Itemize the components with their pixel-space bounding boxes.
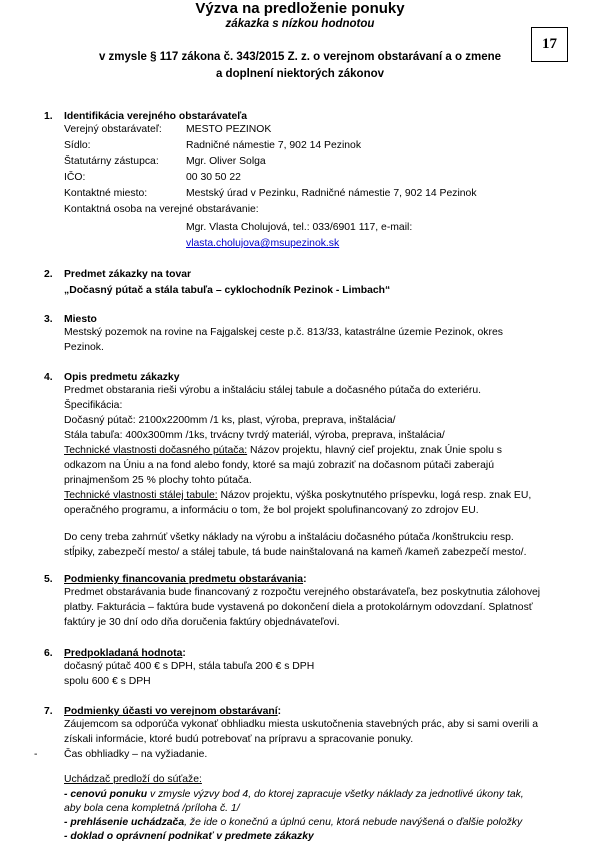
section-4-number: 4. (44, 372, 53, 383)
page-number-box: 17 (531, 27, 568, 62)
law-reference-line1: v zmysle § 117 zákona č. 343/2015 Z. z. o verejnom obstarávaní a o zmene (98, 51, 502, 63)
inspection-time: Čas obhliadky – na vyžiadanie. (64, 749, 208, 760)
section-6-title: Predpokladaná hodnota: (64, 648, 186, 659)
contact-person-label: Kontaktná osoba na verejné obstarávanie: (64, 204, 259, 215)
participation-line: získali informácie, ktoré budú potrebovať na prípravu a spracovanie ponuky. (64, 734, 414, 745)
tech-props-board-line1: Technické vlastnosti stálej tabule: Názov projektu, výška poskytnutého príspevku, logá resp. znak EU, (64, 490, 532, 501)
spec-temporary-sign: Dočasný pútač: 2100x2200mm /1 ks, plast, výroba, preprava, inštalácia/ (64, 415, 396, 426)
contact-person-value: Mgr. Vlasta Cholujová, tel.: 033/6901 117, e-mail: (186, 222, 413, 233)
estimated-value-line: dočasný pútač 400 € s DPH, stála tabuľa 200 € s DPH (64, 661, 315, 672)
estimated-value-total: spolu 600 € s DPH (64, 676, 151, 687)
section-1-number: 1. (44, 111, 53, 122)
bid-item-business-license: - doklad o oprávnení podnikať v predmete zákazky (64, 831, 314, 842)
section-5-number: 5. (44, 574, 53, 585)
bid-item-price-offer-cont: aby bola cena kompletná /príloha č. 1/ (64, 803, 240, 814)
financing-line: platby. Fakturácia – faktúra bude vystavená po dokončení diela a protokolárnym odovzdaní. Splatnosť (64, 602, 533, 613)
bid-requirements-title: Uchádzač predloží do súťaže: (64, 774, 202, 785)
specification-label: Špecifikácia: (64, 400, 123, 411)
section-2-title: Predmet zákazky na tovar (64, 269, 192, 280)
participation-line: Záujemcom sa odporúča vykonať obhliadku miesta uskutočnenia stavebných prác, aby si sami overili a (64, 719, 539, 730)
section-3-title: Miesto (64, 314, 97, 325)
info-value: MESTO PEZINOK (186, 124, 272, 135)
price-note-line1: Do ceny treba zahrnúť všetky náklady na výrobu a inštaláciu dočasného pútača /konštrukciu resp. (64, 532, 514, 543)
info-label: Štatutárny zástupca: (64, 156, 159, 167)
section-3-number: 3. (44, 314, 53, 325)
tech-props-board-label: Technické vlastnosti stálej tabule: (64, 490, 218, 501)
bid-item-price-offer: - cenovú ponuku v zmysle výzvy bod 4, do ktorej zapracuje všetky náklady za jednotlivé úkony tak, (64, 789, 524, 800)
tech-props-sign-line2: odkazom na Úniu a na fond alebo fondy, ktoré sa majú zobraziť na dočasnom pútači zaberajú (64, 460, 494, 471)
section-7-number: 7. (44, 706, 53, 717)
document-subtitle: zákazka s nízkou hodnotou (225, 18, 375, 30)
section-6-number: 6. (44, 648, 53, 659)
info-label: Sídlo: (64, 140, 91, 151)
contract-subject: „Dočasný pútač a stála tabuľa – cyklochodník Pezinok - Limbach“ (64, 285, 391, 296)
section-4-title: Opis predmetu zákazky (64, 372, 180, 383)
info-value: Radničné námestie 7, 902 14 Pezinok (186, 140, 362, 151)
description-line: Predmet obstarania rieši výrobu a inštaláciu stálej tabule a dočasného pútača do exteriéru. (64, 385, 482, 396)
location-text-line2: Pezinok. (64, 342, 104, 353)
financing-line: faktúry je 30 dní odo dňa doručenia faktúry objednávateľovi. (64, 617, 340, 628)
tech-props-sign-line1: Technické vlastnosti dočasného pútača: Názov projektu, hlavný cieľ projektu, znak Únie spolu s (64, 445, 502, 456)
section-2-number: 2. (44, 269, 53, 280)
bid-item-declaration: - prehlásenie uchádzača, že ide o konečnú a úplnú cenu, ktorá nebude navýšená o ďalšie položky (64, 817, 523, 828)
info-value: Mgr. Oliver Solga (186, 156, 266, 167)
price-note-line2: stĺpiky, zabezpečí mesto/ a stálej tabule, tá bude nainštalovaná na kameň /kameň zabezpečí mesto/. (64, 547, 527, 558)
spec-permanent-board: Stála tabuľa: 400x300mm /1ks, trvácny tvrdý materiál, výroba, preprava, inštalácia/ (64, 430, 445, 441)
law-reference-line2: a doplnení niektorých zákonov (215, 68, 385, 80)
tech-props-sign-line3: prinajmenšom 25 % plochy tohto pútača. (64, 475, 252, 486)
tech-props-sign-label: Technické vlastnosti dočasného pútača: (64, 445, 248, 456)
tech-props-board-line2: operačného programu, a informáciu o tom, že bol projekt spolufinancovaný zo zdrojov EU. (64, 505, 479, 516)
section-1-title: Identifikácia verejného obstarávateľa (64, 111, 248, 122)
location-text-line1: Mestský pozemok na rovine na Fajgalskej ceste p.č. 813/33, katastrálne územie Pezinok, okres (64, 327, 503, 338)
document-title: Výzva na predloženie ponuky (195, 0, 405, 17)
dash-marker: - (34, 749, 38, 760)
section-7-title: Podmienky účasti vo verejnom obstarávaní: (64, 706, 282, 717)
info-value: 00 30 50 22 (186, 172, 241, 183)
financing-line: Predmet obstarávania bude financovaný z rozpočtu verejného obstarávateľa, bez poskytnutia zálohovej (64, 587, 541, 598)
contact-email-link[interactable]: vlasta.cholujova@msupezinok.sk (186, 238, 340, 249)
info-value: Mestský úrad v Pezinku, Radničné námestie 7, 902 14 Pezinok (186, 188, 477, 199)
info-label: Verejný obstarávateľ: (64, 124, 162, 135)
info-label: IČO: (64, 172, 86, 183)
section-5-title: Podmienky financovania predmetu obstarávania: (64, 574, 307, 585)
info-label: Kontaktné miesto: (64, 188, 148, 199)
